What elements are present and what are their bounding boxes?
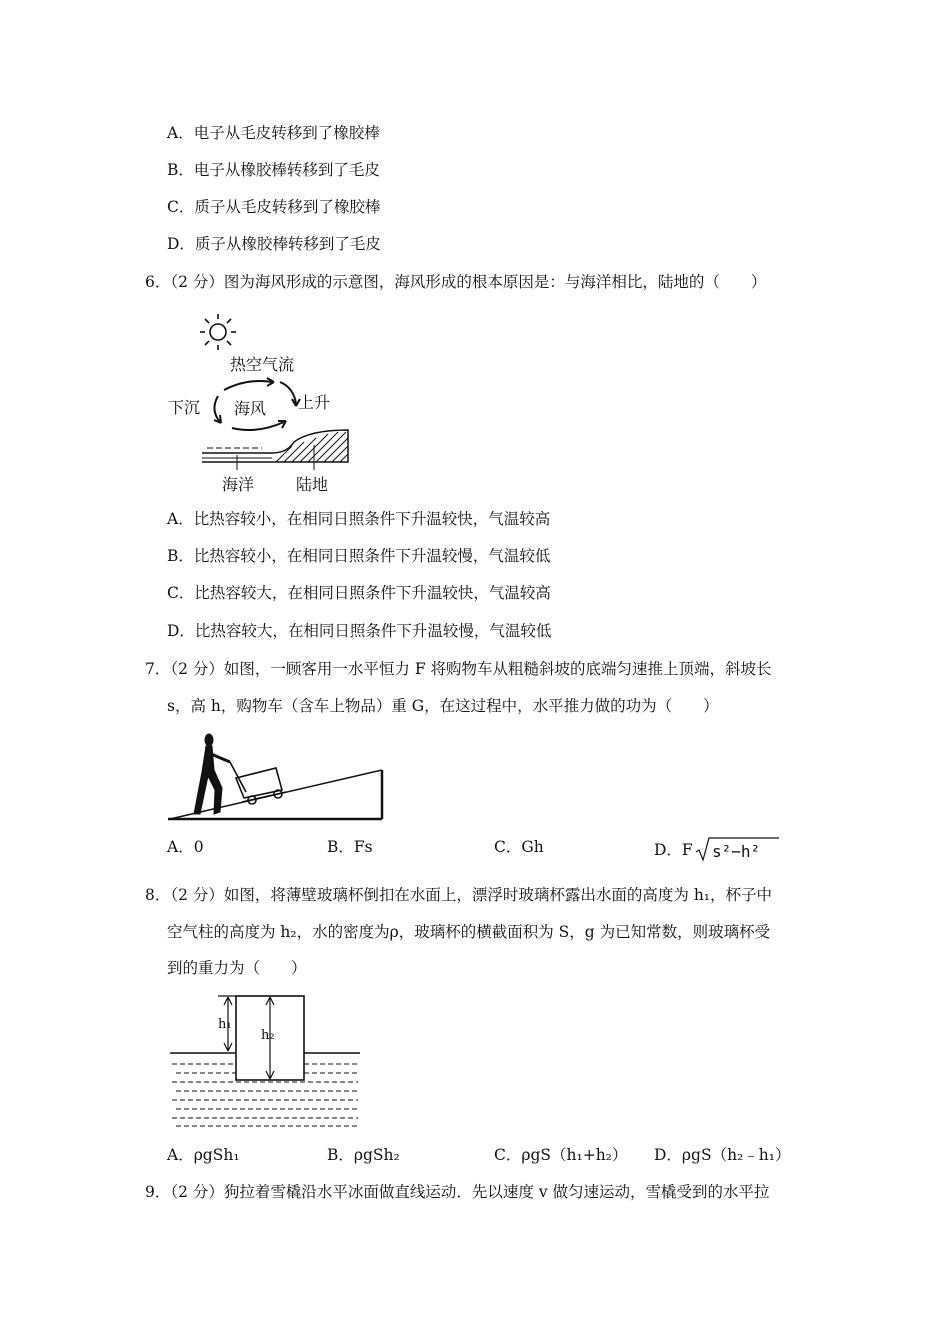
label-land: 陆地 [296,475,329,494]
sun-icon [200,314,236,350]
q5-option-b: B．电子从橡胶棒转移到了毛皮 [167,161,380,179]
q8-stem-line1: 8．（2 分）如图，将薄壁玻璃杯倒扣在水面上，漂浮时玻璃杯露出水面的高度为 h₁，杯子中 [145,886,773,904]
label-sea-breeze: 海风 [234,399,267,418]
q7-stem-line1: 7．（2 分）如图，一顾客用一水平恒力 F 将购物车从粗糙斜坡的底端匀速推上顶端，斜坡长 [145,660,772,678]
q6-stem: 6．（2 分）图为海风形成的示意图，海风形成的根本原因是：与海洋相比，陆地的（ ） [145,273,767,291]
cart-slope-figure [166,728,388,824]
q6-option-c: C．比热容较大，在相同日照条件下升温较快，气温较高 [167,584,551,602]
q9-stem-line1: 9．（2 分）狗拉着雪橇沿水平冰面做直线运动．先以速度 v 做匀速运动，雪橇受到的水平拉 [145,1183,770,1201]
q7-option-b: B．Fs [327,838,373,856]
sqrt-sign [695,836,779,862]
q7-option-d-prefix: D．F [654,841,693,859]
q7-stem-line2: s，高 h，购物车（含车上物品）重 G，在这过程中，水平推力做的功为（ ） [167,697,719,715]
q7-option-c: C．Gh [494,838,544,856]
label-h2: h₂ [261,1028,275,1043]
q8-stem-line3: 到的重力为（ ） [167,959,307,977]
q6-option-a: A．比热容较小，在相同日照条件下升温较快，气温较高 [167,510,551,528]
q6-option-b: B．比热容较小，在相同日照条件下升温较慢，气温较低 [167,547,551,565]
label-ocean: 海洋 [222,475,255,494]
label-h1: h₁ [218,1017,232,1032]
shopping-cart [230,762,286,804]
q8-option-a: A．ρgSh₁ [167,1146,240,1164]
q5-option-d: D．质子从橡胶棒转移到了毛皮 [167,235,381,253]
q7-option-d-radical [693,836,779,862]
sea-breeze-figure [162,310,362,500]
q6-option-d: D．比热容较大，在相同日照条件下升温较慢，气温较低 [167,622,552,640]
label-rise: 上升 [298,393,331,412]
q5-option-a: A．电子从毛皮转移到了橡胶棒 [167,124,380,142]
q8-option-b: B．ρgSh₂ [327,1146,400,1164]
q8-stem-line2: 空气柱的高度为 h₂，水的密度为ρ，玻璃杯的横截面积为 S，g 为已知常数，则玻璃杯受 [167,923,771,941]
person-figure [194,734,230,814]
q5-option-c: C．质子从毛皮转移到了橡胶棒 [167,198,381,216]
q7-option-d-radicand: s²−h² [711,842,760,861]
label-hot-air: 热空气流 [230,355,295,374]
q7-option-d [654,836,779,862]
q8-option-c: C．ρgS（h₁+h₂） [494,1146,628,1164]
q7-option-a: A．0 [167,838,204,856]
ground-profile [202,430,348,470]
q8-option-d: D．ρgS（h₂﹣h₁） [654,1146,791,1164]
label-sink: 下沉 [168,398,201,417]
glass-cup-figure [168,990,362,1130]
